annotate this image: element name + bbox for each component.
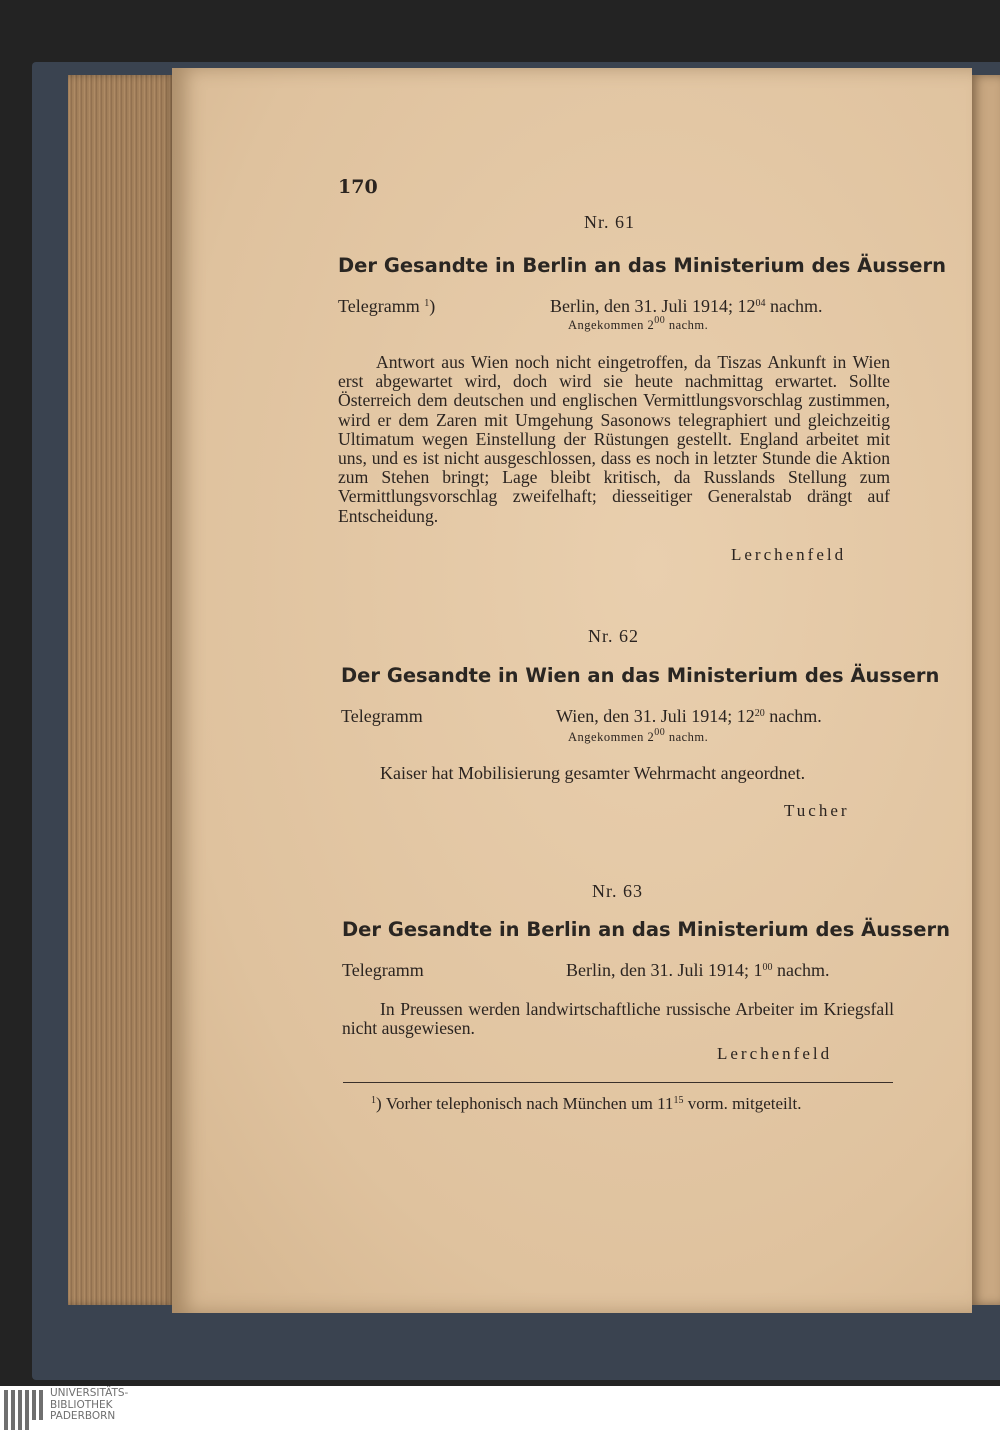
- page-number: 170: [338, 176, 378, 198]
- doc-61-signature: Lerchenfeld: [731, 545, 847, 564]
- doc-61-place-date: Berlin, den 31. Juli 1914; $12^{04}$ nachm.: [550, 296, 823, 316]
- doc-61-received: Angekommen $2^{00}$ nachm.: [568, 315, 709, 332]
- facing-page-edge: [970, 75, 1000, 1305]
- footnote-rule: [343, 1082, 893, 1083]
- doc-61-type: Telegramm $^1$): [338, 296, 436, 316]
- doc-63-type: Telegramm: [342, 960, 424, 980]
- doc-61-body: Antwort aus Wien noch nicht eingetroffen, da Tiszas Ankunft in Wien erst abgewartet wird, doch wird sie heute nachmittag erwartet. Sollte Österreich dem deutschen und englischen Vermittlungsvorschlag zustimmen, wird er dem Zaren mit Umgehung Sasonows telegraphiert und gleichzeitig Ultimatum wegen Einstellung der Rüstungen gestellt. England arbeitet mit uns, und es ist nicht ausgeschlossen, dass es noch in letzter Stunde die Aktion zum Stehen bringt; Lage bleibt kritisch, da Russlands Stellung zum Vermittlungsvorschlag zweifelhaft; diesseitiger Generalstab drängt auf Entscheidung.: [338, 352, 890, 526]
- doc-62-received: Angekommen $2^{00}$ nachm.: [568, 727, 709, 744]
- library-logo-text: UNIVERSITÄTS- BIBLIOTHEK PADERBORN: [50, 1387, 129, 1422]
- footer-bar: [0, 1386, 1000, 1435]
- doc-62-place-date: Wien, den 31. Juli 1914; $12^{20}$ nachm.: [556, 706, 822, 726]
- doc-62-body: Kaiser hat Mobilisierung gesamter Wehrmacht angeordnet.: [380, 763, 806, 783]
- doc-63-place-date: Berlin, den 31. Juli 1914; $1^{00}$ nachm.: [566, 960, 830, 980]
- footnote: $^1$) Vorher telephonisch nach München um $11^{15}$ vorm. mitgeteilt.: [371, 1094, 802, 1113]
- doc-63-signature: Lerchenfeld: [717, 1044, 833, 1063]
- doc-62-number: Nr. 62: [588, 626, 639, 646]
- doc-63-number: Nr. 63: [592, 881, 643, 901]
- doc-61-number: Nr. 61: [584, 212, 635, 232]
- doc-62-signature: Tucher: [784, 801, 850, 820]
- library-logo-icon: [4, 1390, 44, 1430]
- doc-61-heading: Der Gesandte in Berlin an das Ministerium des Äussern: [338, 254, 947, 277]
- doc-63-body: In Preussen werden landwirtschaftliche russische Arbeiter im Kriegsfall nicht ausgewiesen.: [342, 999, 894, 1039]
- doc-62-type: Telegramm: [341, 706, 423, 726]
- page-edges: [68, 75, 176, 1305]
- doc-62-heading: Der Gesandte in Wien an das Ministerium des Äussern: [341, 664, 940, 687]
- doc-63-heading: Der Gesandte in Berlin an das Ministerium des Äussern: [342, 918, 951, 941]
